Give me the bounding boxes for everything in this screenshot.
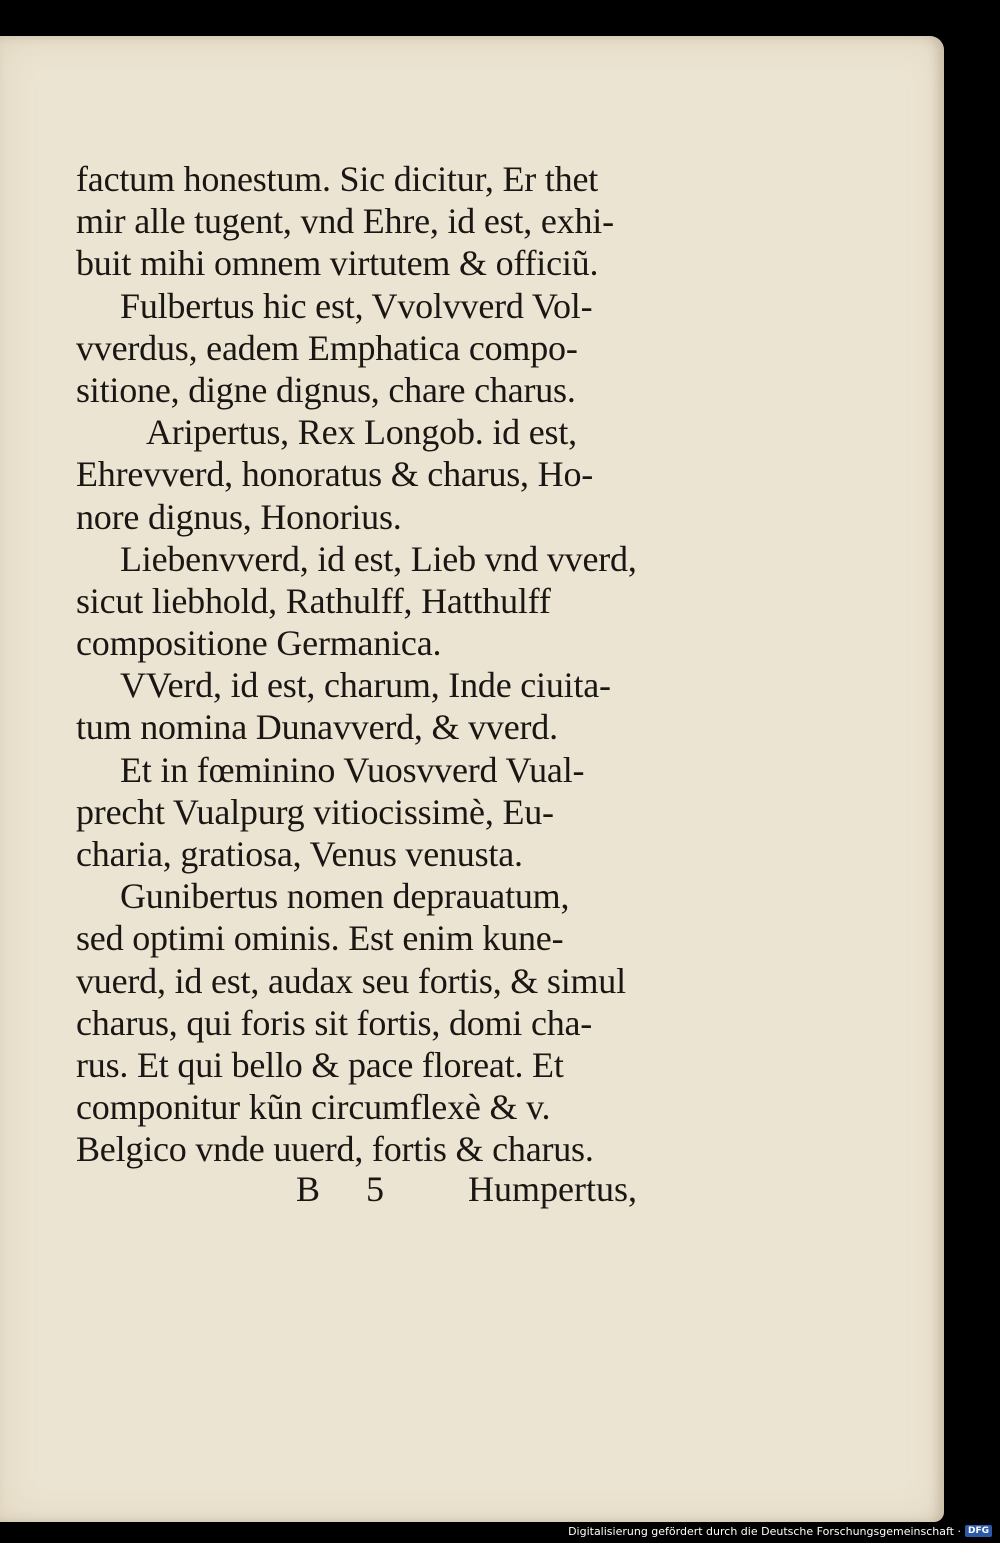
text-line: componitur kũn circumflexè & v. bbox=[76, 1087, 551, 1128]
text-line: vverdus, eadem Emphatica compo- bbox=[76, 327, 578, 368]
text-line: rus. Et qui bello & pace floreat. Et bbox=[76, 1044, 564, 1085]
signature-number: 5 bbox=[366, 1169, 384, 1209]
text-line: Ehrevverd, honoratus & charus, Ho- bbox=[76, 454, 594, 495]
text-line: Belgico vnde uuerd, fortis & charus. bbox=[76, 1129, 594, 1170]
text-line: Aripertus, Rex Longob. id est, bbox=[146, 412, 577, 453]
text-line: sicut liebhold, Rathulff, Hatthulff bbox=[76, 580, 551, 621]
text-line: charia, gratiosa, Venus venusta. bbox=[76, 834, 523, 874]
text-line: Fulbertus hic est, Vvolvverd Vol- bbox=[120, 285, 593, 326]
text-line: nore dignus, Honorius. bbox=[76, 496, 402, 537]
text-line: sed optimi ominis. Est enim kune- bbox=[76, 918, 564, 959]
text-line: Gunibertus nomen deprauatum, bbox=[120, 876, 570, 917]
text-line: factum honestum. Sic dicitur, Er thet bbox=[76, 159, 599, 199]
text-line: Et in fœminino Vuosvverd Vual- bbox=[120, 749, 585, 790]
text-line: vuerd, id est, audax seu fortis, & simul bbox=[76, 960, 626, 1001]
text-line: compositione Germanica. bbox=[76, 623, 442, 664]
text-block bbox=[76, 158, 676, 1171]
text-line: precht Vualpurg vitiocissimè, Eu- bbox=[76, 791, 554, 832]
text-line: VVerd, id est, charum, Inde ciuita- bbox=[120, 665, 611, 706]
signature-letter: B bbox=[296, 1169, 321, 1209]
text-line: charus, qui foris sit fortis, domi cha- bbox=[76, 1002, 593, 1043]
catchword: Humpertus, bbox=[468, 1169, 637, 1209]
signature-line bbox=[76, 1168, 676, 1210]
text-line: tum nomina Dunavverd, & vverd. bbox=[76, 707, 558, 748]
text-line: Liebenvverd, id est, Lieb vnd vverd, bbox=[120, 538, 637, 579]
footer bbox=[568, 1523, 992, 1539]
dfg-logo: DFG bbox=[965, 1525, 992, 1537]
footer-credit: Digitalisierung gefördert durch die Deutsche Forschungsgemeinschaft · bbox=[568, 1524, 961, 1538]
text-line: buit mihi omnem virtutem & officiũ. bbox=[76, 243, 599, 284]
text-line: sitione, digne dignus, chare charus. bbox=[76, 369, 576, 410]
text-line: mir alle tugent, vnd Ehre, id est, exhi- bbox=[76, 201, 614, 242]
